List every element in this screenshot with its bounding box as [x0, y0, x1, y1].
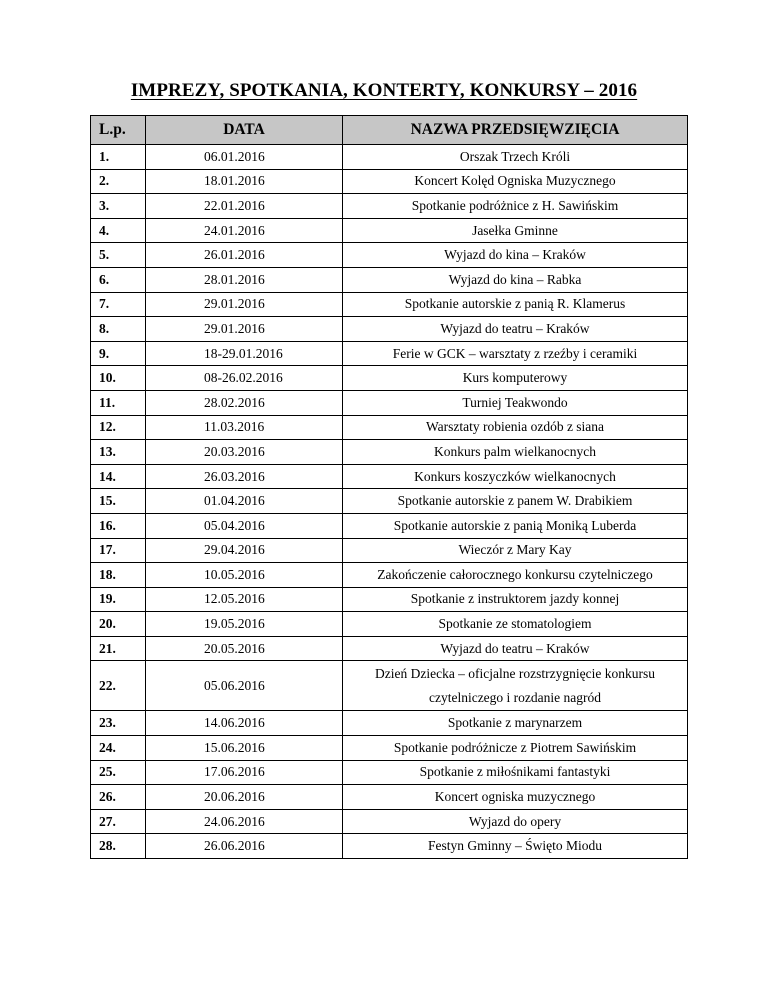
- row-date: 20.06.2016: [146, 785, 343, 810]
- row-name-line-1: Dzień Dziecka – oficjalne rozstrzygnięcie konkursu: [374, 666, 655, 682]
- table-row: [91, 760, 688, 785]
- row-date: 28.02.2016: [146, 390, 343, 415]
- table-row: [91, 415, 688, 440]
- row-lp: 24.: [91, 736, 146, 761]
- row-name: Spotkanie z miłośnikami fantastyki: [343, 760, 688, 785]
- row-date: 29.04.2016: [146, 538, 343, 563]
- row-name: Spotkanie ze stomatologiem: [343, 612, 688, 637]
- row-date: 01.04.2016: [146, 489, 343, 514]
- row-name: Spotkanie podróżnice z H. Sawińskim: [343, 194, 688, 219]
- table-row: [91, 390, 688, 415]
- table-row: [91, 145, 688, 170]
- row-lp: 1.: [91, 145, 146, 170]
- table-row: [91, 612, 688, 637]
- page-title: IMPREZY, SPOTKANIA, KONTERTY, KONKURSY – 2016: [130, 80, 638, 101]
- row-lp: 25.: [91, 760, 146, 785]
- row-name: Konkurs koszyczków wielkanocnych: [343, 464, 688, 489]
- table-row: [91, 440, 688, 465]
- row-lp: 22.: [91, 661, 146, 711]
- row-date: 11.03.2016: [146, 415, 343, 440]
- row-date: 26.06.2016: [146, 834, 343, 859]
- row-lp: 26.: [91, 785, 146, 810]
- row-lp: 21.: [91, 636, 146, 661]
- row-name: Wyjazd do opery: [343, 809, 688, 834]
- row-lp: 18.: [91, 563, 146, 588]
- row-name: Spotkanie z marynarzem: [343, 711, 688, 736]
- row-lp: 5.: [91, 243, 146, 268]
- table-row: [91, 736, 688, 761]
- row-name: Spotkanie autorskie z panią Moniką Luberda: [343, 513, 688, 538]
- table-row: [91, 661, 688, 711]
- row-name: Spotkanie autorskie z panem W. Drabikiem: [343, 489, 688, 514]
- table-row: [91, 267, 688, 292]
- row-date: 12.05.2016: [146, 587, 343, 612]
- row-lp: 3.: [91, 194, 146, 219]
- row-name: Turniej Teakwondo: [343, 390, 688, 415]
- row-name: Wieczór z Mary Kay: [343, 538, 688, 563]
- row-date: 18-29.01.2016: [146, 341, 343, 366]
- table-row: [91, 538, 688, 563]
- table-row: [91, 711, 688, 736]
- table-row: [91, 587, 688, 612]
- row-lp: 15.: [91, 489, 146, 514]
- row-name: Wyjazd do kina – Kraków: [343, 243, 688, 268]
- row-name: Wyjazd do teatru – Kraków: [343, 317, 688, 342]
- table-row: [91, 218, 688, 243]
- row-date: 15.06.2016: [146, 736, 343, 761]
- row-date: 26.01.2016: [146, 243, 343, 268]
- events-table: [90, 115, 688, 859]
- row-lp: 9.: [91, 341, 146, 366]
- table-row: [91, 317, 688, 342]
- row-date: 26.03.2016: [146, 464, 343, 489]
- row-lp: 14.: [91, 464, 146, 489]
- row-date: 06.01.2016: [146, 145, 343, 170]
- row-name: [343, 661, 688, 711]
- row-date: 05.06.2016: [146, 661, 343, 711]
- row-lp: 10.: [91, 366, 146, 391]
- row-lp: 6.: [91, 267, 146, 292]
- row-date: 10.05.2016: [146, 563, 343, 588]
- row-lp: 28.: [91, 834, 146, 859]
- table-row: [91, 194, 688, 219]
- table-header-row: [91, 116, 688, 145]
- row-name: Koncert Kolęd Ogniska Muzycznego: [343, 169, 688, 194]
- row-date: 20.05.2016: [146, 636, 343, 661]
- row-name: Koncert ogniska muzycznego: [343, 785, 688, 810]
- row-date: 29.01.2016: [146, 292, 343, 317]
- header-name: NAZWA PRZEDSIĘWZIĘCIA: [343, 116, 688, 145]
- row-name: Jasełka Gminne: [343, 218, 688, 243]
- row-name: Wyjazd do kina – Rabka: [343, 267, 688, 292]
- header-lp: L.p.: [91, 116, 146, 145]
- row-lp: 7.: [91, 292, 146, 317]
- row-date: 20.03.2016: [146, 440, 343, 465]
- row-lp: 20.: [91, 612, 146, 637]
- table-row: [91, 834, 688, 859]
- row-name: Ferie w GCK – warsztaty z rzeźby i ceramiki: [343, 341, 688, 366]
- row-lp: 11.: [91, 390, 146, 415]
- table-row: [91, 366, 688, 391]
- row-name: Wyjazd do teatru – Kraków: [343, 636, 688, 661]
- row-lp: 12.: [91, 415, 146, 440]
- row-lp: 16.: [91, 513, 146, 538]
- table-row: [91, 464, 688, 489]
- header-date: DATA: [146, 116, 343, 145]
- table-row: [91, 341, 688, 366]
- row-name: Zakończenie całorocznego konkursu czytelniczego: [343, 563, 688, 588]
- row-name: Spotkanie autorskie z panią R. Klamerus: [343, 292, 688, 317]
- table-row: [91, 292, 688, 317]
- row-lp: 13.: [91, 440, 146, 465]
- row-name-line-2: czytelniczego i rozdanie nagród: [428, 690, 602, 706]
- row-lp: 17.: [91, 538, 146, 563]
- table-row: [91, 489, 688, 514]
- row-lp: 19.: [91, 587, 146, 612]
- row-name: Kurs komputerowy: [343, 366, 688, 391]
- row-lp: 8.: [91, 317, 146, 342]
- row-lp: 4.: [91, 218, 146, 243]
- row-date: 08-26.02.2016: [146, 366, 343, 391]
- table-row: [91, 243, 688, 268]
- row-lp: 2.: [91, 169, 146, 194]
- table-row: [91, 169, 688, 194]
- row-date: 22.01.2016: [146, 194, 343, 219]
- row-date: 24.06.2016: [146, 809, 343, 834]
- row-name: Orszak Trzech Króli: [343, 145, 688, 170]
- row-date: 28.01.2016: [146, 267, 343, 292]
- row-lp: 23.: [91, 711, 146, 736]
- row-lp: 27.: [91, 809, 146, 834]
- row-name: Spotkanie z instruktorem jazdy konnej: [343, 587, 688, 612]
- table-row: [91, 513, 688, 538]
- table-row: [91, 785, 688, 810]
- row-date: 24.01.2016: [146, 218, 343, 243]
- row-date: 19.05.2016: [146, 612, 343, 637]
- row-name: Konkurs palm wielkanocnych: [343, 440, 688, 465]
- row-name: Warsztaty robienia ozdób z siana: [343, 415, 688, 440]
- row-date: 05.04.2016: [146, 513, 343, 538]
- row-name: Spotkanie podróżnicze z Piotrem Sawińskim: [343, 736, 688, 761]
- table-row: [91, 636, 688, 661]
- row-name: Festyn Gminny – Święto Miodu: [343, 834, 688, 859]
- table-row: [91, 809, 688, 834]
- row-date: 18.01.2016: [146, 169, 343, 194]
- row-date: 14.06.2016: [146, 711, 343, 736]
- table-row: [91, 563, 688, 588]
- row-date: 29.01.2016: [146, 317, 343, 342]
- row-date: 17.06.2016: [146, 760, 343, 785]
